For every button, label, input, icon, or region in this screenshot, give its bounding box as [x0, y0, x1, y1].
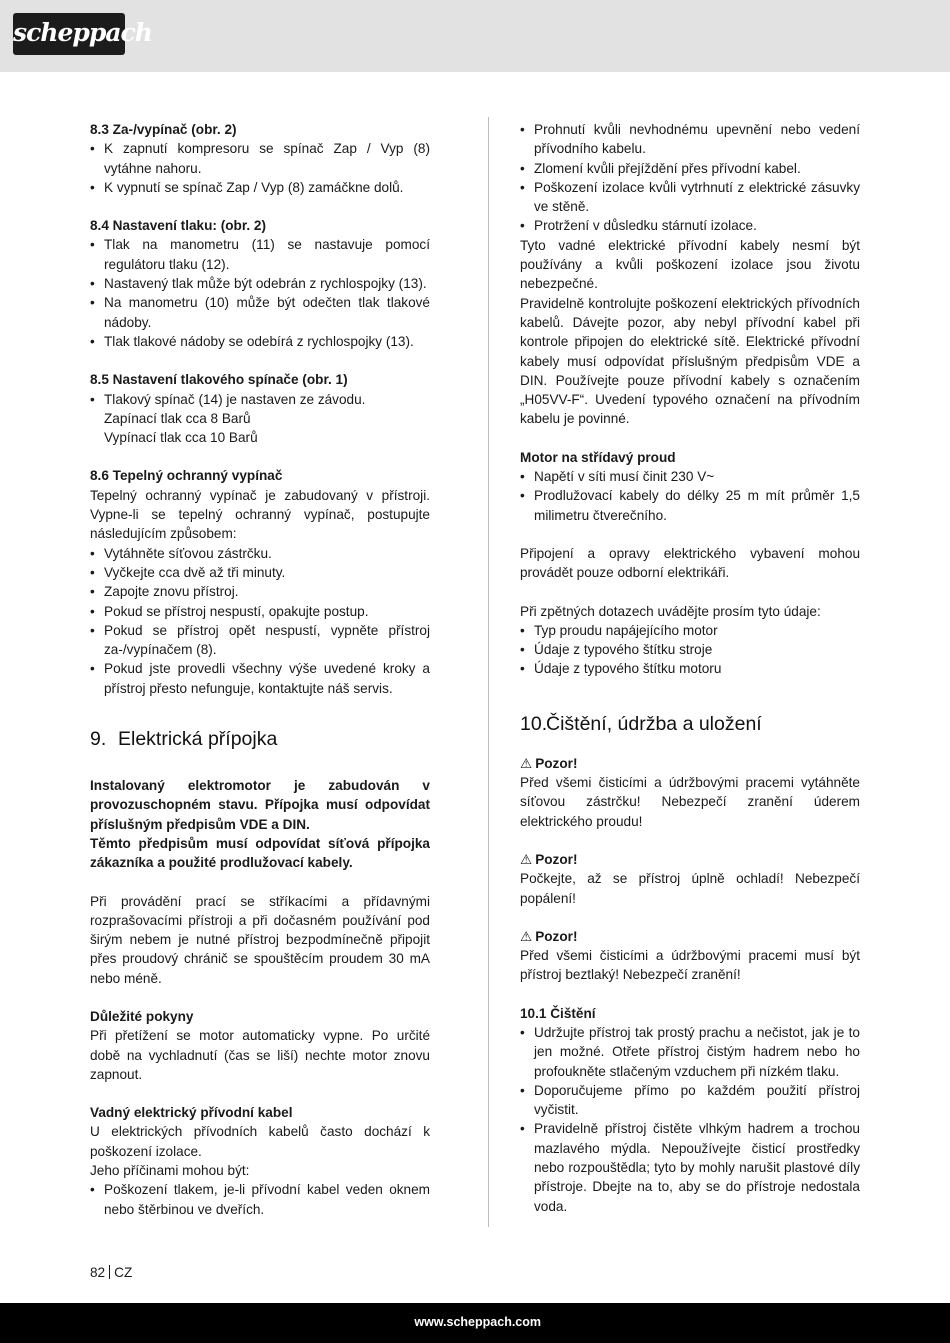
section-10-1-list: [520, 1023, 860, 1216]
list-item: • Nastavený tlak může být odebrán z rychlospojky (13).: [90, 274, 430, 293]
faulty-cable-list: [90, 1180, 430, 1219]
section-8-6-list: [90, 544, 430, 698]
list-item: • Na manometru (10) může být odečten tlak tlakové nádoby.: [90, 293, 430, 332]
list-item: • Vyčkejte cca dvě až tři minuty.: [90, 563, 430, 582]
right-column: [520, 120, 860, 1216]
section-8-6-title: 8.6 Tepelný ochranný vypínač: [90, 468, 283, 484]
page-separator: [109, 1265, 110, 1279]
ac-motor-title: Motor na střídavý proud: [520, 449, 676, 465]
section-10-number: 10.: [520, 712, 548, 735]
list-item: • Napětí v síti musí činit 230 V~: [520, 467, 860, 486]
warning-3-text: Před všemi čisticími a údržbovými pracemi musí být přístroj beztlaký! Nebezpečí zranění!: [520, 948, 860, 983]
switch-on-pressure: Zapínací tlak cca 8 Barů: [104, 410, 251, 426]
faulty-cable-title: Vadný elektrický přívodní kabel: [90, 1105, 293, 1121]
ac-motor-paragraph-1: Připojení a opravy elektrického vybavení mohou provádět pouze odborní elektrikáři.: [520, 545, 860, 581]
important-notes-title: Důležité pokyny: [90, 1008, 194, 1024]
list-item: • Prodlužovací kabely do délky 25 m mít průměr 1,5 milimetru čtverečního.: [520, 486, 860, 525]
section-8-6-paragraph: Tepelný ochranný vypínač je zabudovaný v přístroji. Vypne-li se tepelný ochranný vypínač, postupujte následujícím způsobem:: [90, 487, 430, 542]
switch-off-pressure: Vypínací tlak cca 10 Barů: [104, 430, 258, 446]
list-item: • Pokud se přístroj opět nespustí, vypněte přístroj za-/vypínačem (8).: [90, 621, 430, 660]
warning-triangle-icon: ⚠: [520, 851, 533, 867]
inquiry-data-list: [520, 621, 860, 679]
list-item: • Pravidelně přístroj čistěte vlhkým hadrem a trochou mazlavého mýdla. Nepoužívejte čisticí prostředky nebo rozpouštědla; tyto by mohly narušit plastové díly přístroje. Dbejte na to, aby se do přístroje nedostala voda.: [520, 1119, 860, 1215]
list-item: • Zlomení kvůli přejíždění přes přívodní kabel.: [520, 159, 860, 178]
page-number: 82 CZ: [90, 1265, 133, 1280]
warning-triangle-icon: ⚠: [520, 755, 533, 771]
section-9-number: 9.: [90, 728, 107, 751]
section-8-5-title: 8.5 Nastavení tlakového spínače (obr. 1): [90, 372, 348, 388]
list-item: • Doporučujeme přímo po každém použití přístroj vyčistit.: [520, 1081, 860, 1120]
section-10-heading: [520, 712, 860, 736]
list-item: • Poškození tlakem, je-li přívodní kabel veden oknem nebo štěrbinou ve dveřích.: [90, 1180, 430, 1219]
list-item: • Typ proudu napájejícího motor: [520, 621, 860, 640]
list-item: • Pokud se přístroj nespustí, opakujte postup.: [90, 602, 430, 621]
list-item: • Údaje z typového štítku motoru: [520, 659, 860, 678]
list-item: • Údaje z typového štítku stroje: [520, 640, 860, 659]
list-item: • Protržení v důsledku stárnutí izolace.: [520, 216, 860, 235]
faulty-cable-causes-intro: Jeho příčinami mohou být:: [90, 1163, 250, 1179]
section-10-title: Čištění, údržba a uložení: [546, 712, 762, 735]
ac-motor-list: [520, 467, 860, 525]
column-divider: [488, 117, 489, 1227]
section-9-paragraph: Při provádění prací se stříkacími a přídavnými rozprašovacími přístroji a při dočasném používání pod širým nebem je nutné přístroj bezpodmínečně připojit přes proudový chránič se spouštěcím proudem 30 mA nebo méně.: [90, 893, 430, 986]
section-9-title: Elektrická přípojka: [118, 728, 278, 751]
section-9-bold-paragraph-2: Těmto předpisům musí odpovídat síťová přípojka zákazníka a použité prodlužovací kabely.: [90, 835, 430, 871]
footer-bar: [0, 1303, 950, 1343]
list-item: • Udržujte přístroj tak prostý prachu a nečistot, jak je to jen možné. Otřete přístroj čistým hadrem nebo ho profoukněte stlačeným vzduchem při nízkém tlaku.: [520, 1023, 860, 1081]
faulty-cable-warning: Tyto vadné elektrické přívodní kabely nesmí být používány a kvůli poškození izolace jsou životu nebezpečné.: [520, 237, 860, 292]
important-notes-paragraph: Při přetížení se motor automaticky vypne. Po určité době na vychladnutí (čas se liší) nechte motor znovu zapnout.: [90, 1028, 430, 1082]
section-8-3-list: [90, 139, 430, 197]
warning-triangle-icon: ⚠: [520, 928, 533, 944]
list-item: • Poškození izolace kvůli vytrhnutí z elektrické zásuvky ve stěně.: [520, 178, 860, 217]
warning-1-text: Před všemi čisticími a údržbovými pracemi vytáhněte síťovou zástrčku! Nebezpečí zranění úderem elektrického proudu!: [520, 775, 860, 829]
section-8-4-title: 8.4 Nastavení tlaku: (obr. 2): [90, 218, 267, 234]
list-item: • Prohnutí kvůli nevhodnému upevnění nebo vedení přívodního kabelu.: [520, 120, 860, 159]
list-item: • Pokud jste provedli všechny výše uvedené kroky a přístroj přesto nefunguje, kontaktujte náš servis.: [90, 659, 430, 698]
website-link[interactable]: www.scheppach.com: [414, 1315, 541, 1329]
warning-2-text: Počkejte, až se přístroj úplně ochladí! Nebezpečí popálení!: [520, 871, 860, 906]
list-item: • Tlak na manometru (11) se nastavuje pomocí regulátoru tlaku (12).: [90, 235, 430, 274]
ac-motor-paragraph-2: Při zpětných dotazech uvádějte prosím tyto údaje:: [520, 603, 821, 619]
faulty-cable-list-continued: [520, 120, 860, 236]
list-item: • K zapnutí kompresoru se spínač Zap / Vyp (8) vytáhne nahoru.: [90, 139, 430, 178]
section-8-4-list: [90, 235, 430, 351]
faulty-cable-inspection: Pravidelně kontrolujte poškození elektrických přívodních kabelů. Dávejte pozor, aby nebyl přívodní kabel při kontrole připojen do elektrické sítě. Elektrické přívodní kabely musí odpovídat příslušným předpisům VDE a DIN. Používejte pouze přívodní kabely s označením „H05VV-F“. Uvedení typového označení na přívodním kabelu je povinné.: [520, 295, 860, 427]
section-9-heading: [90, 727, 430, 751]
header-bar: [0, 0, 950, 72]
list-item: • Tlakový spínač (14) je nastaven ze závodu.: [90, 390, 430, 409]
section-9-bold-paragraph-1: Instalovaný elektromotor je zabudován v provozuschopném stavu. Přípojka musí odpovídat příslušným předpisům VDE a DIN.: [90, 778, 430, 832]
brand-logo: scheppach: [13, 13, 125, 55]
left-column: [90, 120, 430, 1219]
section-10-1-title: 10.1 Čištění: [520, 1005, 596, 1021]
list-item: • Vytáhněte síťovou zástrčku.: [90, 544, 430, 563]
list-item: • Tlak tlakové nádoby se odebírá z rychlospojky (13).: [90, 332, 430, 351]
list-item: • Zapojte znovu přístroj.: [90, 582, 430, 601]
warning-1-label: ⚠ Pozor!: [520, 755, 578, 771]
list-item: • K vypnutí se spínač Zap / Vyp (8) zamáčkne dolů.: [90, 178, 430, 197]
faulty-cable-paragraph: U elektrických přívodních kabelů často dochází k poškození izolace.: [90, 1124, 430, 1159]
section-8-5-list: [90, 390, 430, 409]
warning-2-label: ⚠ Pozor!: [520, 851, 578, 867]
warning-3-label: ⚠ Pozor!: [520, 928, 578, 944]
section-8-3-title: 8.3 Za-/vypínač (obr. 2): [90, 122, 237, 137]
